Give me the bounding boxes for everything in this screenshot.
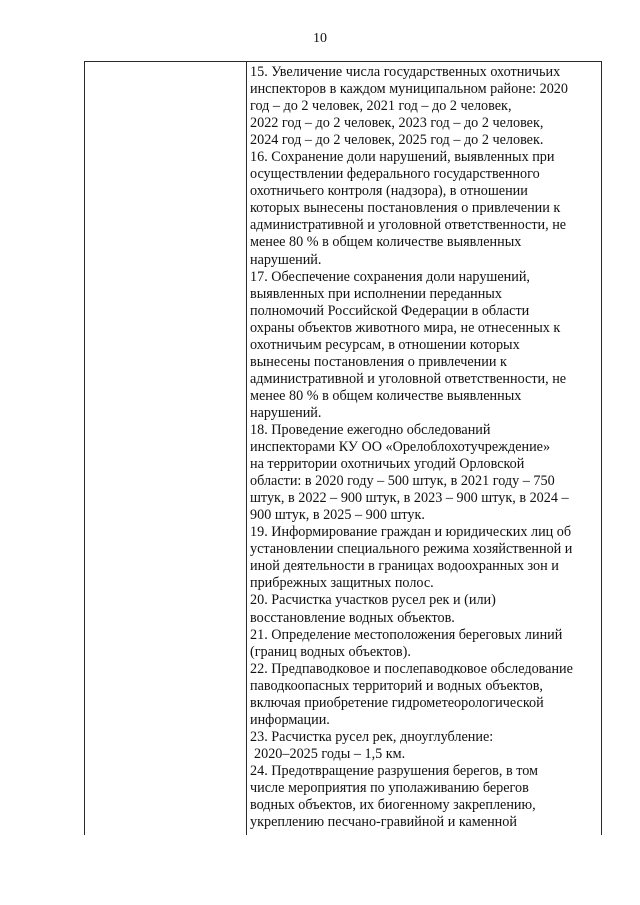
table-text-line: прибрежных защитных полос. [250, 575, 434, 592]
table-text-line: 17. Обеспечение сохранения доли нарушений, [250, 268, 530, 285]
table-left-cell [85, 62, 247, 835]
table-text-line: полномочий Российской Федерации в области [250, 302, 530, 319]
table-text-line: охотничьего контроля (надзора), в отношении [250, 183, 528, 200]
table-right-cell [248, 62, 601, 835]
table-text-line: охраны объектов животного мира, не отнесенных к [250, 319, 561, 336]
table-text-line: включая приобретение гидрометеорологической [250, 694, 544, 711]
table-text-line: 22. Предпаводковое и послепаводковое обследование [250, 660, 573, 677]
table-text-line: 15. Увеличение числа государственных охотничьих [250, 64, 561, 80]
table-text-line: менее 80 % в общем количестве выявленных [250, 387, 522, 404]
table-text-line: 16. Сохранение доли нарушений, выявленных при [250, 149, 555, 166]
table-text-line: осуществлении федерального государственного [250, 166, 540, 183]
table-text-line: паводкоопасных территорий и водных объектов, [250, 677, 543, 694]
table-text-line: установлении специального режима хозяйственной и [250, 541, 573, 558]
page-number: 10 [313, 31, 327, 46]
table-text-line: которых вынесены постановления о привлечении к [250, 200, 561, 217]
table-text-line: водных объектов, их биогенному закреплению, [250, 797, 536, 814]
table-text-line: инспекторами КУ ОО «Орелоблохотучреждение» [250, 439, 551, 456]
table-text-line: 19. Информирование граждан и юридических лиц об [250, 524, 572, 541]
table-text-line: год – до 2 человек, 2021 год – до 2 человек, [250, 98, 512, 115]
table-text-line: 21. Определение местоположения береговых линий [250, 626, 563, 643]
table-text-line: укреплению песчано-гравийной и каменной [250, 814, 517, 831]
table-text-line: числе мероприятия по уполаживанию берегов [250, 779, 529, 796]
table-text-line: 24. Предотвращение разрушения берегов, в том [250, 762, 539, 779]
table-text-line: информации. [250, 711, 330, 728]
table-text-line: 23. Расчистка русел рек, дноуглубление: [250, 728, 494, 745]
table-text-line: 900 штук, в 2025 – 900 штук. [250, 507, 425, 524]
table-text-line: вынесены постановления о привлечении к [250, 353, 507, 370]
table-text-line: 18. Проведение ежегодно обследований [250, 421, 491, 438]
table-text-line: 20. Расчистка участков русел рек и (или) [250, 592, 496, 609]
document-table [84, 61, 602, 835]
table-text-line: (границ водных объектов). [250, 643, 411, 660]
table-text-line: охотничьим ресурсам, в отношении которых [250, 336, 520, 353]
table-text-line: области: в 2020 году – 500 штук, в 2021 году – 750 [250, 473, 555, 490]
table-text-line: нарушений. [250, 404, 322, 421]
table-text-line: инспекторов в каждом муниципальном районе: 2020 [250, 81, 568, 98]
table-text-line: штук, в 2022 – 900 штук, в 2023 – 900 штук, в 2024 – [250, 490, 569, 507]
table-text-line: административной и уголовной ответственности, не [250, 370, 567, 387]
table-text-line: нарушений. [250, 251, 322, 268]
table-text-line: 2020–2025 годы – 1,5 км. [254, 745, 406, 762]
table-text-line: 2022 год – до 2 человек, 2023 год – до 2 человек, [250, 115, 544, 132]
table-text-line: на территории охотничьих угодий Орловской [250, 456, 525, 473]
table-text-line: выявленных при исполнении переданных [250, 285, 502, 302]
table-text-line: менее 80 % в общем количестве выявленных [250, 234, 522, 251]
table-text-line: иной деятельности в границах водоохранных зон и [250, 558, 559, 575]
table-text-line: восстановление водных объектов. [250, 609, 455, 626]
table-text-line: 2024 год – до 2 человек, 2025 год – до 2 человек. [250, 132, 544, 149]
table-text-line: административной и уголовной ответственности, не [250, 217, 567, 234]
